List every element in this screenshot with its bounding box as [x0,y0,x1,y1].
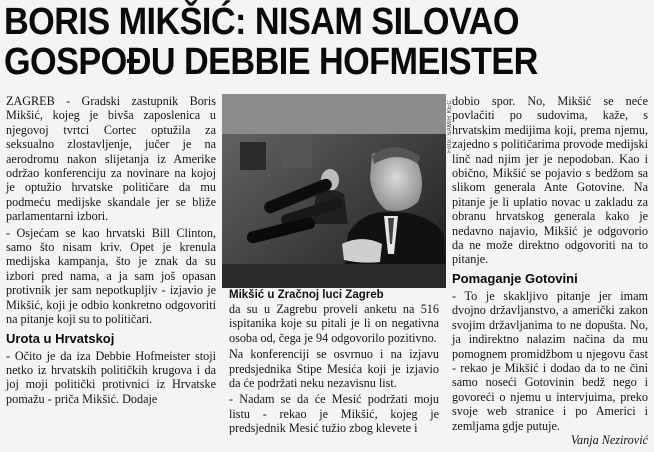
article-column-3 [452,94,648,447]
subheading: Urota u Hrvatskoj [6,330,115,346]
article-column-1 [6,94,216,406]
photo-caption: Mikšić u Zračnoj luci Zagreb [229,289,384,301]
headline-line-2: GOSPOĐU DEBBIE HOFMEISTER [4,41,538,83]
paragraph: - To je skakljivo pitanje jer imam dvojno državljanstvo, a američki zakon svojim državljanima to ne dopušta. No, ja indirektno nalazim načina da mu pomognem promidžbom u njegovu čast - rekao je Mikšić i dodao da to ne čini samo noseći Gotovinin bedž nego i govoreći o njemu u intervjuima, preko svoje web stranice i po Americi i zemljama gdje putuje. [452,288,648,433]
photo-credit: Foto: SAMIR KEC [447,100,453,153]
paragraph: Na konferenciji se osvrnuo i na izjavu predsjednika Stipe Mesića koji je izjavio da će podržati neku nezavisnu list. [229,347,439,391]
news-photo [222,94,446,288]
subheading: Pomaganje Gotovini [452,270,578,286]
paragraph: dobio spor. No, Mikšić se neće povlačiti po sudovima, kaže, s hrvatskim medijima koji, prema njemu, zajedno s političarima provode medijski linč nad njim jer je nepodoban. Kao i obično, Mikšić se pojavio s bedžom sa slikom generala Ante Gotovine. Na pitanje je li uplatio novac u zakladu za obranu hrvatskog generala kako je nedavno najavio, Mikšić je odgovorio da ne može direktno odgovoriti na to pitanje. [452,94,648,267]
paragraph: ZAGREB - Gradski zastupnik Boris Mikšić, kojeg je bivša zaposlenica u njegovoj tvrtci Cortec optužila za seksualno zlostavljenje, jučer je na aerodromu nakon slijetanja iz Amerike održao konferenciju za novinare na kojoj je optužio hrvatske političare da mu podmeću medijske skandale jer se bliže parlamentarni izbori. [6,94,216,224]
headline [4,2,585,82]
paragraph: - Osjećam se kao hrvatski Bill Clinton, samo što nisam kriv. Opet je krenula medijska kampanja, što je znak da su izbori pred nama, a ja sam još opasan protivnik jer sam nepotkupljiv - izjavio je Mikšić, koji je odbio konkretno odgovoriti na pitanje koji su to političari. [6,225,216,327]
article-column-2 [229,302,439,436]
paragraph: - Nadam se da će Mesić podržati moju listu - rekao je Mikšić, kojeg je predsjednik Mesić tužio zbog klevete i [229,392,439,436]
headline-line-1: BORIS MIKŠIĆ: NISAM SILOVAO [4,1,519,43]
photo-illustration [222,94,446,288]
paragraph: - Očito je da iza Debbie Hofmeister stoji netko iz hrvatskih političkih krugova i da joj moji politički protivnici iz Hrvatske pomažu - priča Mikšić. Dodaje [6,348,216,406]
author-byline: Vanja Nezirović [570,432,648,447]
paragraph: da su u Zagrebu proveli anketu na 516 ispitanika koje su pitali je li on negativna osoba od, čega je 94 odgovorilo pozitivno. [229,302,439,345]
